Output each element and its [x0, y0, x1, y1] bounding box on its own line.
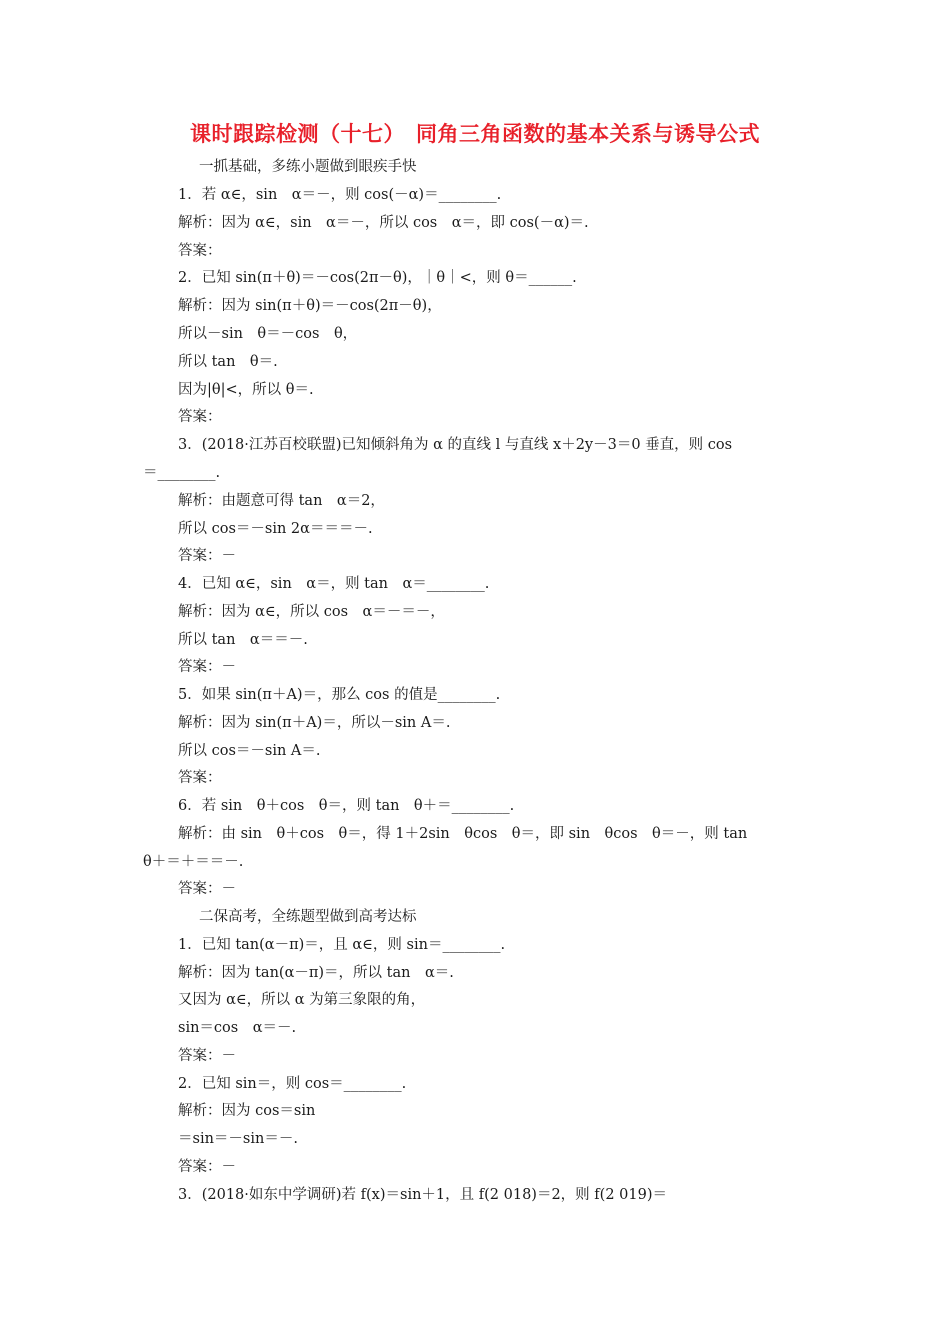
solution-line: 解析：因为 tan(α－π)＝，所以 tan α＝.	[178, 965, 454, 981]
solution-line: 解析：因为 α∈，sin α＝－，所以 cos α＝，即 cos(－α)＝.	[178, 215, 589, 231]
answer-line: 答案：－	[178, 548, 236, 564]
solution-line: 解析：因为 sin(π＋θ)＝－cos(2π－θ)，	[178, 298, 442, 314]
question-2: 2．已知 sin＝，则 cos＝________.	[178, 1076, 407, 1092]
answer-line: 答案：－	[178, 659, 236, 675]
solution-line: 解析：因为 α∈，所以 cos α＝－＝－，	[178, 604, 445, 620]
solution-line: 所以 cos＝－sin A＝.	[178, 743, 321, 759]
page-title: 课时跟踪检测（十七） 同角三角函数的基本关系与诱导公式	[190, 122, 760, 146]
question-6: 6．若 sin θ＋cos θ＝，则 tan θ＋＝________.	[178, 798, 515, 814]
question-3: 3．(2018·如东中学调研)若 f(x)＝sin＋1，且 f(2 018)＝2，则 f(2 019)＝	[178, 1187, 667, 1203]
answer-line: 答案：－	[178, 1048, 236, 1064]
section-heading-2: 二保高考，全练题型做到高考达标	[199, 909, 417, 925]
question-1: 1．若 α∈，sin α＝－，则 cos(－α)＝________.	[178, 187, 502, 203]
solution-line: 所以 tan α＝＝－.	[178, 632, 308, 648]
solution-line: 解析：因为 cos＝sin	[178, 1103, 316, 1119]
solution-line: ＝sin＝－sin＝－.	[178, 1131, 298, 1147]
solution-line: 所以－sin θ＝－cos θ，	[178, 326, 358, 342]
solution-line: 解析：因为 sin(π＋A)＝，所以－sin A＝.	[178, 715, 451, 731]
answer-line: 答案：	[178, 770, 222, 786]
question-continuation: ＝________.	[143, 465, 221, 481]
solution-line: 解析：由 sin θ＋cos θ＝，得 1＋2sin θcos θ＝，即 sin θcos θ＝－，则 tan	[178, 826, 748, 842]
question-2: 2．已知 sin(π＋θ)＝－cos(2π－θ)，｜θ｜<，则 θ＝______.	[178, 270, 577, 286]
solution-continuation: θ＋＝＋＝＝－.	[143, 854, 244, 870]
solution-line: 解析：由题意可得 tan α＝2，	[178, 493, 385, 509]
question-1: 1．已知 tan(α－π)＝，且 α∈，则 sin＝________.	[178, 937, 506, 953]
question-4: 4．已知 α∈，sin α＝，则 tan α＝________.	[178, 576, 490, 592]
question-5: 5．如果 sin(π＋A)＝，那么 cos 的值是________.	[178, 687, 501, 703]
answer-line: 答案：－	[178, 1159, 236, 1175]
question-3: 3．(2018·江苏百校联盟)已知倾斜角为 α 的直线 l 与直线 x＋2y－3＝0 垂直，则 cos	[178, 437, 733, 453]
section-heading-1: 一抓基础，多练小题做到眼疾手快	[199, 159, 417, 175]
solution-line: 又因为 α∈，所以 α 为第三象限的角，	[178, 992, 426, 1008]
answer-line: 答案：－	[178, 881, 236, 897]
solution-line: 所以 cos＝－sin 2α＝＝＝－.	[178, 521, 373, 537]
solution-line: sin＝cos α＝－.	[178, 1020, 297, 1036]
solution-line: 所以 tan θ＝.	[178, 354, 278, 370]
answer-line: 答案：	[178, 243, 222, 259]
answer-line: 答案：	[178, 409, 222, 425]
solution-line: 因为|θ|<，所以 θ＝.	[178, 382, 314, 398]
